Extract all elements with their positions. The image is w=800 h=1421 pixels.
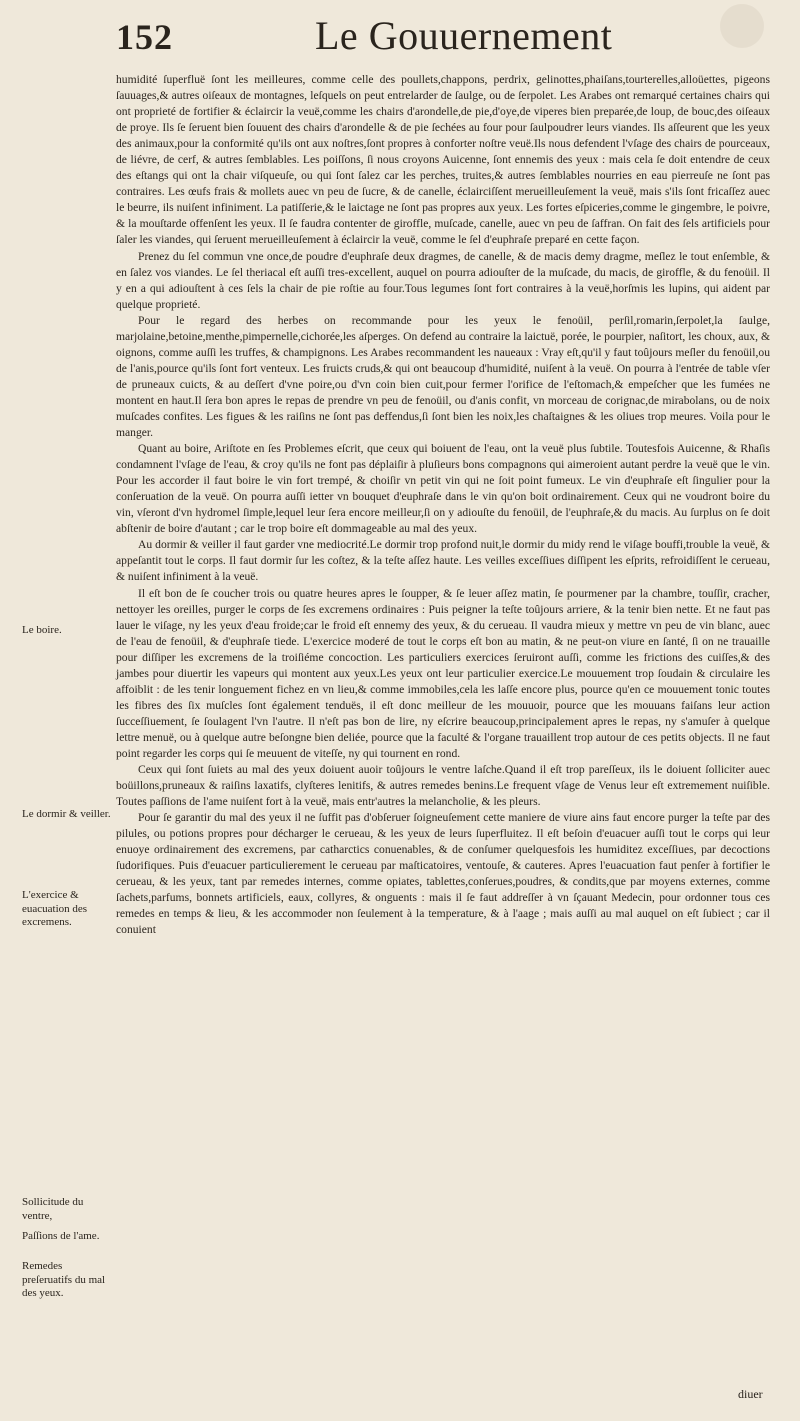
margin-note-passions: Paſſions de l'ame. xyxy=(22,1230,100,1242)
paragraph: Ceux qui ſont ſuiets au mal des yeux doiuent auoir toûjours le ventre laſche.Quand il eſt trop pareſſeux, ils le doiuent ſolliciter auec boüillons,pruneaux & raiſins laxatifs, clyſteres lenitifs, & autres remedes benins.Le frequent vſage de Venus leur eſt extremement nuiſible. Toutes paſſions de l'ame nuiſent fort à la veuë, mais entr'autres la melancholie, & les pleurs. xyxy=(116,763,770,809)
paragraph: humidité ſuperfluë ſont les meilleures, comme celle des poullets,chappons, perdrix, gelinottes,phaiſans,tourterelles,alloüettes, pigeons ſauuages,& autres oiſeaux de montagnes, leſquels on peut entrelarder de ſaulge, ou de ſerpolet. Les Arabes ont remarqué certaines chairs qui ont proprieté de fortifier & éclaircir la veuë,comme les chairs d'arondelle,de pie,d'oye,de viperes bien preparée,de loup, de bouc,des oiſeaux de proye. Ils ſe ſeruent bien ſouuent des chairs d'arondelle & de pie ſechées au four pour ſaulpoudrer leurs viandes. Ils aſſeurent que les yeux des animaux,pour la conformité qu'ils ont aux noſtres,ſont propres à conforter noſtre veuë.Ils nous defendent l'vſage des chairs de pourceaux, de liévre, de cerf, & autres ſemblables. Les poiſſons, ſi nous croyons Auicenne, ſont ennemis des yeux : mais cela ſe doit entendre de ceux des eſtangs qui ont la chair viſqueuſe, ou qui ſont ſalez car les perches, truites,& autres ſemblables nourries en eau pierreuſe ne ſont pas contraires. Les œufs frais & mollets auec vn peu de ſucre, & de canelle, éclairciſſent merueilleuſement la veuë, mais s'ils ſont fricaſſez auec le beurre, ils nuiſent infiniment. La patiſſerie,& le laictage ne ſont pas propres aux yeux. Les fortes eſpiceries,comme le gingembre, le poivre, & la mouſtarde offenſent les yeux. Il ſe faudra contenter de giroffle, muſcade, canelle, auec vn peu de ſaffran. On fait des ſels artificiels pour ſaler les viandes, qui ſeruent merueilleuſement à éclaircir la veuë, comme le ſel d'euphraſe preparé en cette façon. xyxy=(116,73,770,247)
body-text xyxy=(116,72,770,939)
margin-note-dormir: Le dormir & veiller. xyxy=(22,808,111,820)
paragraph: Il eſt bon de ſe coucher trois ou quatre heures apres le ſoupper, & ſe leuer aſſez matin, ſe pourmener par la chambre, touſſir, cracher, nettoyer les oreilles, purger le corps de ſes excremens ordinaires : Puis peigner la teſte toûjours arriere, & la tenir bien nette. Et ne faut pas lauer le viſage, ny les yeux d'eau froide;car le froid eſt ennemy des yeux, & du cerueau. Il vaudra mieux y mettre vn peu de vin blanc, auec de l'eau de fenoüil, & d'euphraſe tiede. L'exercice moderé de tout le corps eſt bon au matin, & ne peut-on viure en ſanté, ſi on ne trauaille pour diſſiper les excremens de la troiſiéme concoction. Les particuliers exercices ſeruiront auſſi, comme les frictions des cuiſſes,& des jambes pour diuertir les vapeurs qui montent aux yeux.Les yeux ont leur particulier exercice.Le mouuement trop ſoudain & circulaire les affoiblit : de les tenir longuement fichez en vn lieu,& comme immobiles,cela les laſſe encore plus, pource qu'en ce mouuement tonic toutes les fibres des ſix muſcles ſont également tenduës, il eſt donc meilleur de les mouuoir, pource que les mouuans faiſans leur action ſucceſſiuement, ſe ſoulagent l'vn l'autre. Il n'eſt pas bon de lire, ny eſcrire beaucoup,principalement apres le repas, ny s'amuſer à quelque lettre menuë, ou à quelque autre beſongne bien deliée, pource que la faculté & l'organe trauaillent trop autour de ces petits objects. Il ne faut point regarder les corps qui ſe meuuent de viteſſe, ny qui tournent en rond. xyxy=(116,586,770,760)
margin-note-sollicitude: Sollicitude du ventre, xyxy=(22,1196,84,1222)
margin-notes xyxy=(0,0,110,1421)
running-title: Le Gouuernement xyxy=(315,13,613,58)
catchword: diuer xyxy=(738,1387,763,1401)
page-header xyxy=(110,14,730,64)
page-number: 152 xyxy=(116,17,173,57)
paragraph: Pour le regard des herbes on recommande pour les yeux le fenoüil, perſil,romarin,ſerpolet,la ſaulge, marjolaine,betoine,menthe,pimpernelle,cichorée,les aſperges. On defend au contraire la laictuë, porée, le pourpier, naſitort, les choux, aux, & oignons, comme auſſi les truffes, & champignons. Les Arabes recommandent les naueaux : Vray eſt,qu'il y faut toûjours meſler du fenoüil,ou de l'anis,pource qu'ils ſont fort venteux. Les fruicts cruds,& qui ont beaucoup d'humidité, nuiſent à la veuë. On pourra à l'entrée de table vſer de pruneaux cuicts, & au deſſert d'vne poire,ou d'vn coin bien cuit,pour fermer l'orifice de l'eſtomach,& empeſcher que les fumées ne montent en haut.Il ſera bon apres le repas de prendre vn peu de fenoüil, ou d'anis confit, vn morceau de corignac,de mirabolans, ou de noix muſcades confites. Les figues & les raiſins ne ſont pas deffendus,ſi ſont bien les noix,les chaſtaignes & les oliues trop meures. Voila pour le manger. xyxy=(116,313,770,440)
paragraph: Prenez du ſel commun vne once,de poudre d'euphraſe deux dragmes, de canelle, & de macis demy dragme, meſlez le tout enſemble, & en ſalez vos viandes. Le ſel theriacal eſt auſſi tres-excellent, auquel on pourra adiouſter de la muſcade, du macis, de giroffle, & du fenoüil. Il y en a qui adiouſtent à ces ſels la chair de pie roſtie au four.Tous legumes ſont fort contraires à la veuë,horſmis les lupins, qui aident par quelque proprieté. xyxy=(116,249,770,311)
margin-note-exercice: L'exercice & euacuation des excremens. xyxy=(22,889,88,928)
margin-note-boire: Le boire. xyxy=(22,624,62,636)
margin-note-remedes: Remedes preſeruatifs du mal des yeux. xyxy=(22,1260,106,1299)
paragraph: Quant au boire, Ariſtote en ſes Problemes eſcrit, que ceux qui boiuent de l'eau, ont la veuë plus ſubtile. Toutesfois Auicenne, & Rhaſis condamnent l'vſage de l'eau, & croy qu'ils ne font pas déplaiſir à pluſieurs bons compagnons qui aimeroient autant perdre la veuë que le vin. Pour les accorder il faut boire le vin fort trempé, & choiſir vn petit vin qui ne ſoit point fumeux. Le vin d'euphraſe eſt ſingulier pour la conſeruation de la veuë. On pourra auſſi ietter vn bouquet d'euphraſe dans le vin qu'on boit ordinairement. Ceux qui ne voudront boire du vin, vſeront d'vn hydromel ſimple,lequel leur ſera encore meilleur,ſi on y adiouſte du fenoüil, de l'euphraſe,& du macis. Au ſurplus on ſe doit abſtenir de boire d'autant ; car le trop boire eſt dommageable au mal des yeux. xyxy=(116,442,770,536)
paragraph: Pour ſe garantir du mal des yeux il ne ſuffit pas d'obſeruer ſoigneuſement cette maniere de viure ains faut encore purger la teſte par des pilules, ou potions propres pour décharger le cerueau, & les yeux de leurs ſuperfluitez. Il eſt beſoin d'euacuer auſſi tout le corps qui leur enuoye ordinairement des excremens, par catharctics conuenables, & de conſumer quelquesfois les humiditez exceſſiues, par decoctions ſudorifiques. Puis d'euacuer particulierement le cerueau par maſticatoires, ventouſe, & cauteres. Apres l'euacuation faut penſer à fortifier le cerueau, & les yeux, tant par remedes internes, comme opiates, tablettes,conſerues,poudres, & condits,que par moyens externes, comme ſachets,parfums, bonnets artificiels, eaux, collyres, & onguents : mais il ſe faut addreſſer à vn ſçauant Medecin, pour ordonner tous ces remedes en temps & lieu, & les accommoder non ſeulement à la temperature, & à l'aage ; mais auſſi au mal auquel on eſt ſubiect ; car il conuient xyxy=(116,811,770,937)
paragraph: Au dormir & veiller il faut garder vne mediocrité.Le dormir trop profond nuit,le dormir du midy rend le viſage bouffi,trouble la veuë, & appeſantit tout le corps. Il faut dormir ſur les coſtez, & la teſte aſſez haute. Les veilles exceſſiues diſſipent les eſprits, refroidiſſent le cerueau, & nuiſent infiniment à la veuë. xyxy=(116,538,770,584)
